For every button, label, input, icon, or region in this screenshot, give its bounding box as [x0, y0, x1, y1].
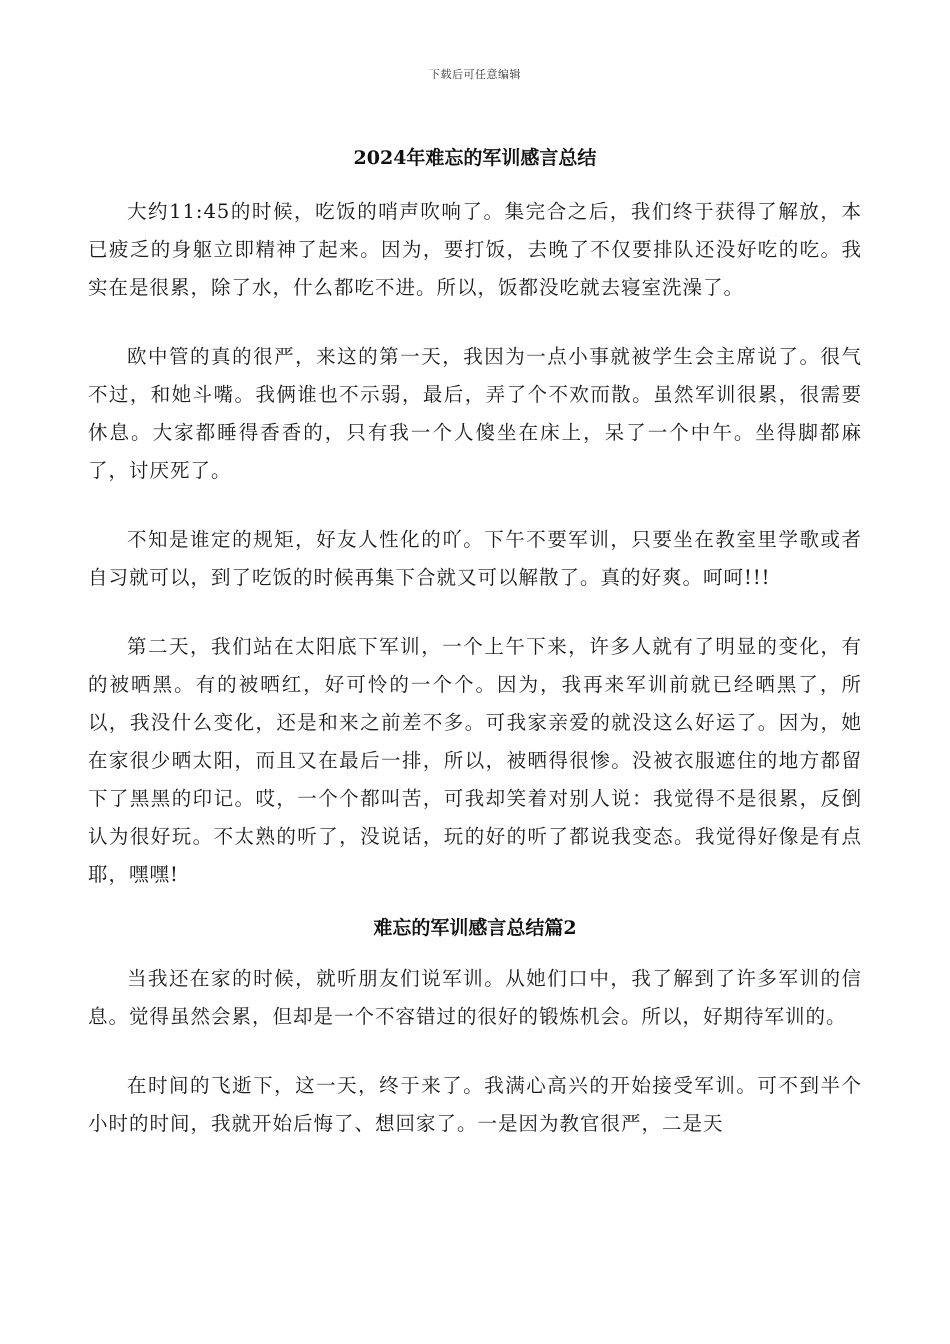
paragraph-5: 当我还在家的时候，就听朋友们说军训。从她们口中，我了解到了许多军训的信息。觉得虽然会累，但却是一个不容错过的很好的锻炼机会。所以，好期待军训的。	[88, 967, 862, 1028]
header-note: 下载后可任意编辑	[429, 68, 521, 81]
paragraph-2: 欧中管的真的很严，来这的第一天，我因为一点小事就被学生会主席说了。很气不过，和她斗嘴。我俩谁也不示弱，最后，弄了个不欢而散。虽然军训很累，很需要休息。大家都睡得香香的，只有我一个人傻坐在床上，呆了一个中午。坐得脚都麻了，讨厌死了。	[88, 345, 862, 482]
section-2-title: 难忘的军训感言总结篇2	[373, 917, 577, 939]
paragraph-3: 不知是谁定的规矩，好友人性化的吖。下午不要军训，只要坐在教室里学歌或者自习就可以，到了吃饭的时候再集下合就又可以解散了。真的好爽。呵呵!!!	[88, 528, 862, 589]
paragraph-1: 大约11:45的时候，吃饭的哨声吹响了。集完合之后，我们终于获得了解放，本已疲乏的身躯立即精神了起来。因为，要打饭，去晚了不仅要排队还没好吃的吃。我实在是很累，除了水，什么都吃不进。所以，饭都没吃就去寝室洗澡了。	[88, 200, 862, 299]
paragraph-6: 在时间的飞逝下，这一天，终于来了。我满心高兴的开始接受军训。可不到半个小时的时间，我就开始后悔了、想回家了。一是因为教官很严，二是天	[88, 1074, 862, 1135]
paragraph-4: 第二天，我们站在太阳底下军训，一个上午下来，许多人就有了明显的变化，有的被晒黑。有的被晒红，好可怜的一个个。因为，我再来军训前就已经晒黑了，所以，我没什么变化，还是和来之前差不多。可我家亲爱的就没这么好运了。因为，她在家很少晒太阳，而且又在最后一排，所以，被晒得很惨。没被衣服遮住的地方都留下了黑黑的印记。哎，一个个都叫苦，可我却笑着对别人说：我觉得不是很累，反倒认为很好玩。不太熟的听了，没说话，玩的好的听了都说我变态。我觉得好像是有点耶，嘿嘿!	[88, 635, 862, 886]
document-title: 2024年难忘的军训感言总结	[353, 147, 597, 169]
document-body	[88, 140, 862, 1143]
